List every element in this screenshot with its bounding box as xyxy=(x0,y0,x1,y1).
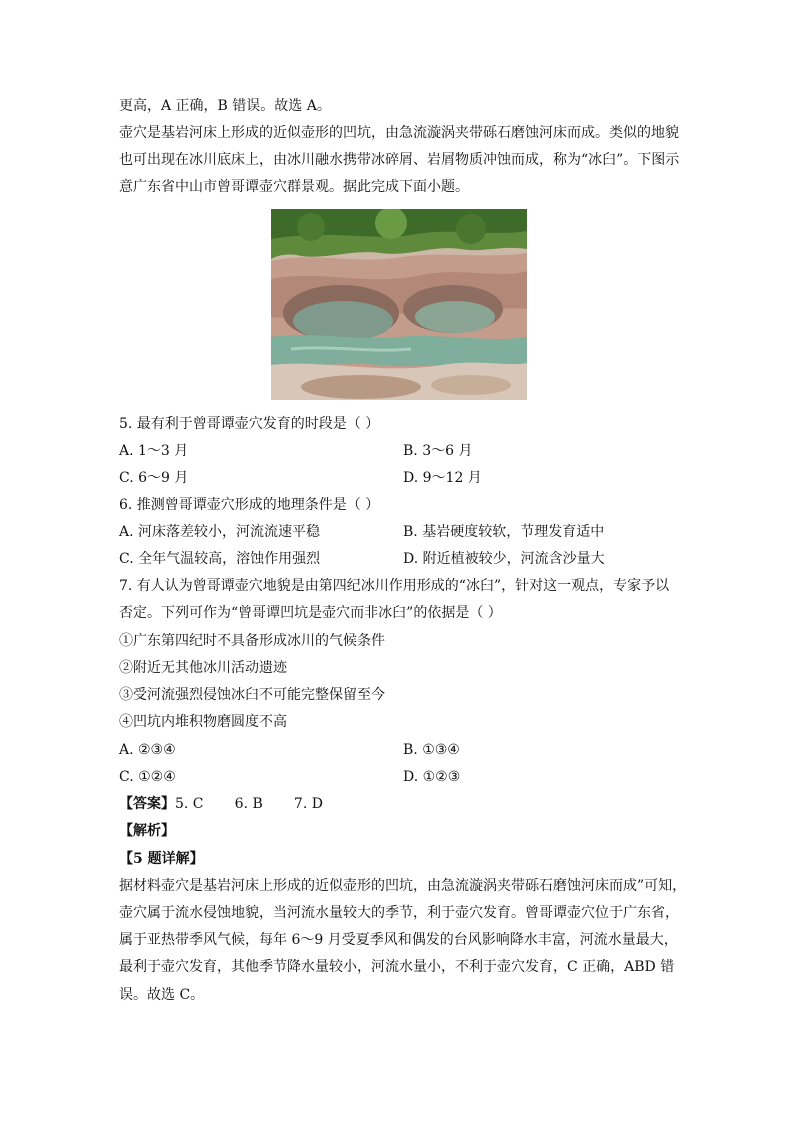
answer-label: 【答案】 xyxy=(119,796,175,812)
q6-option-c: C. 全年气温较高，溶蚀作用强烈 xyxy=(119,551,321,567)
q7-stem-line-2: 否定。下列可作为“曾哥谭凹坑是壶穴而非冰臼”的依据是（ ） xyxy=(119,605,502,621)
q6-option-b: B. 基岩硬度较软，节理发育适中 xyxy=(403,524,605,540)
analysis-line-5: 误。故选 C。 xyxy=(119,987,205,1003)
analysis-line-3: 属于亚热带季风气候，每年 6～9 月受夏季风和偶发的台风影响降水丰富，河流水量最大， xyxy=(119,932,678,948)
q7-option-b: B. ①③④ xyxy=(403,742,460,758)
answer-line xyxy=(119,794,323,814)
intro-line-2: 壶穴是基岩河床上形成的近似壶形的凹坑，由急流漩涡夹带砾石磨蚀河床而成。类似的地貌 xyxy=(119,125,679,141)
analysis-subheading: 【5 题详解】 xyxy=(119,851,204,867)
q6-option-a: A. 河床落差较小，河流流速平稳 xyxy=(119,524,321,540)
q5-option-d: D. 9～12 月 xyxy=(403,470,482,486)
q5-option-c: C. 6～9 月 xyxy=(119,470,189,486)
q6-option-d: D. 附近植被较少，河流含沙量大 xyxy=(403,551,605,567)
analysis-line-1: 据材料壶穴是基岩河床上形成的近似壶形的凹坑，由急流漩涡夹带砾石磨蚀河床而成”可知， xyxy=(119,878,687,894)
q7-statement-2: ②附近无其他冰川活动遗迹 xyxy=(119,660,287,676)
q7-option-a: A. ②③④ xyxy=(119,742,176,758)
q7-statement-4: ④凹坑内堆积物磨圆度不高 xyxy=(119,714,287,730)
q6-stem: 6. 推测曾哥谭壶穴形成的地理条件是（ ） xyxy=(119,497,380,513)
q7-option-c: C. ①②④ xyxy=(119,769,176,785)
analysis-line-2: 壶穴属于流水侵蚀地貌，当河流水量较大的季节，利于壶穴发育。曾哥谭壶穴位于广东省， xyxy=(119,905,679,921)
q7-statement-3: ③受河流强烈侵蚀冰臼不可能完整保留至今 xyxy=(119,687,385,703)
intro-line-3: 也可出现在冰川底床上，由冰川融水携带冰碎屑、岩屑物质冲蚀而成，称为“冰臼”。下图示 xyxy=(119,152,680,168)
q5-option-a: A. 1～3 月 xyxy=(119,443,189,459)
analysis-label: 【解析】 xyxy=(119,823,175,839)
intro-line-4: 意广东省中山市曾哥谭壶穴群景观。据此完成下面小题。 xyxy=(119,179,469,195)
pothole-landscape-photo xyxy=(271,209,527,400)
q7-stem-line-1: 7. 有人认为曾哥谭壶穴地貌是由第四纪冰川作用形成的“冰臼”，针对这一观点，专家予以 xyxy=(119,578,670,594)
analysis-line-4: 最利于壶穴发育，其他季节降水量较小，河流水量小，不利于壶穴发育，C 正确，ABD 错 xyxy=(119,959,675,975)
q7-statement-1: ①广东第四纪时不具备形成冰川的气候条件 xyxy=(119,633,385,649)
answer-text: 5. C 6. B 7. D xyxy=(175,796,323,812)
intro-line-1: 更高，A 正确，B 错误。故选 A。 xyxy=(119,98,331,114)
q5-stem: 5. 最有利于曾哥谭壶穴发育的时段是（ ） xyxy=(119,416,380,432)
q5-option-b: B. 3～6 月 xyxy=(403,443,473,459)
q7-option-d: D. ①②③ xyxy=(403,769,461,785)
